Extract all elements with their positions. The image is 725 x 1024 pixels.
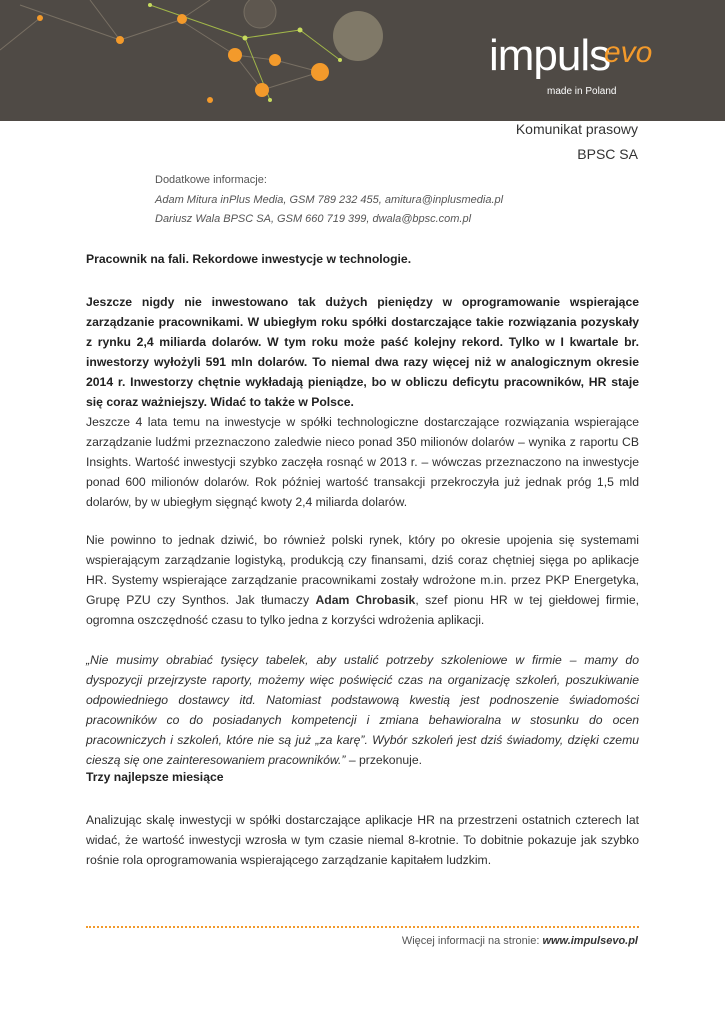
lead-paragraph: Jeszcze nigdy nie inwestowano tak dużych pieniędzy w oprogramowanie wspierające zarządzanie pracownikami. W ubiegłym roku spółki dostarczające takie rozwiązania pozyskały z rynku 2,4 miliarda dolarów. W tym roku może paść kolejny rekord. Tylko w I kwartale br. inwestorzy wyłożyli 591 mln dolarów. To niemal dwa razy więcej niż w analogicznym okresie 2014 r. Inwestorzy chętnie wykładają pieniądze, bo w obliczu deficytu pracowników, HR staje się coraz ważniejszy. Widać to także w Polsce. bbox=[86, 295, 639, 409]
logo-suffix-text: evo bbox=[604, 36, 653, 69]
footer-prefix: Więcej informacji na stronie: bbox=[401, 935, 543, 947]
body-paragraph-3: Analizując skalę inwestycji w spółki dostarczające aplikacje HR na przestrzeni ostatnich czterech lat widać, że wartość inwestycji wzrosła w tym czasie niemal 8-krotnie. To dobitnie pokazuje jak szybko rośnie rola oprogramowania wspierającego zarządzanie kapitałem ludzkim. bbox=[86, 813, 639, 867]
body-paragraph-2-a: Nie powinno to jednak dziwić, bo również polski rynek, który po okresie upojenia się systemami wspierającym zarządzanie logistyką, produkcją czy finansami, dziś coraz chętniej sięga po aplikacje HR. Systemy wspierające zarządzanie pracownikami zostały wdrożone m.in. przez PKP Energetyka, Grupę PZU czy Synthos. Jak tłumaczy bbox=[86, 533, 639, 607]
contact-label: Dodatkowe informacje: bbox=[155, 174, 267, 186]
company-label: BPSC SA bbox=[577, 146, 638, 162]
quote-tail: – przekonuje. bbox=[345, 753, 423, 767]
impulsevo-logo bbox=[489, 31, 653, 97]
logo-main-text: impuls bbox=[489, 31, 611, 80]
decor-circle-large bbox=[333, 11, 383, 61]
logo-tagline: made in Poland bbox=[547, 86, 617, 97]
quote-paragraph bbox=[86, 650, 639, 770]
header-banner bbox=[0, 0, 725, 121]
footer-url-link[interactable]: www.impulsevo.pl bbox=[542, 935, 638, 947]
contact-line-1: Adam Mitura inPlus Media, GSM 789 232 455, amitura@inplusmedia.pl bbox=[155, 194, 504, 206]
body-paragraph-2 bbox=[86, 530, 639, 630]
quote-text: „Nie musimy obrabiać tysięcy tabelek, aby ustalić potrzeby szkoleniowe w firmie – mamy do dyspozycji przejrzyste raporty, możemy więc poświęcić czas na organizację szkoleń, poszukiwanie odpowiedniego dostawcy itd. Natomiast podstawową kwestią jest podnoszenie świadomości pracowników co do posiadanych kompetencji i zmiana behawioralna w stosunku do ocen pracowniczych i szkoleń, które nie są już „za karę”. Wybór szkoleń jest dziś świadomy, dzięki czemu cieszą się one zainteresowaniem pracowników.” bbox=[86, 653, 639, 767]
footer-note bbox=[402, 935, 638, 947]
person-name: Adam Chrobasik bbox=[315, 593, 416, 607]
section-heading: Trzy najlepsze miesiące bbox=[86, 770, 224, 784]
contact-line-2: Dariusz Wala BPSC SA, GSM 660 719 399, dwala@bpsc.com.pl bbox=[155, 213, 472, 225]
body-paragraph-2-b: , szef pionu HR w tej giełdowej firmie, ogromna oszczędność czasu to tylko jedna z korzyści wdrożenia aplikacji. bbox=[86, 593, 639, 627]
body-paragraph-1: Jeszcze 4 lata temu na inwestycje w spółki technologiczne dostarczające rozwiązania wspierające zarządzanie ludźmi przeznaczono zaledwie nieco ponad 350 milionów dolarów – wynika z raportu CB Insights. Wartość inwestycji szybko zaczęła rosnąć w 2013 r. – wówczas przeznaczono na inwestycje ponad 600 milionów dolarów. Rok później wartość transakcji przekroczyła już jednak próg 1,5 mld dolarów, by w ubiegłym sięgnąć kwoty 2,4 miliarda dolarów. bbox=[86, 415, 639, 509]
article-title: Pracownik na fali. Rekordowe inwestycje w technologie. bbox=[86, 252, 412, 266]
footer-divider bbox=[86, 926, 639, 928]
doc-type-label: Komunikat prasowy bbox=[515, 121, 638, 137]
